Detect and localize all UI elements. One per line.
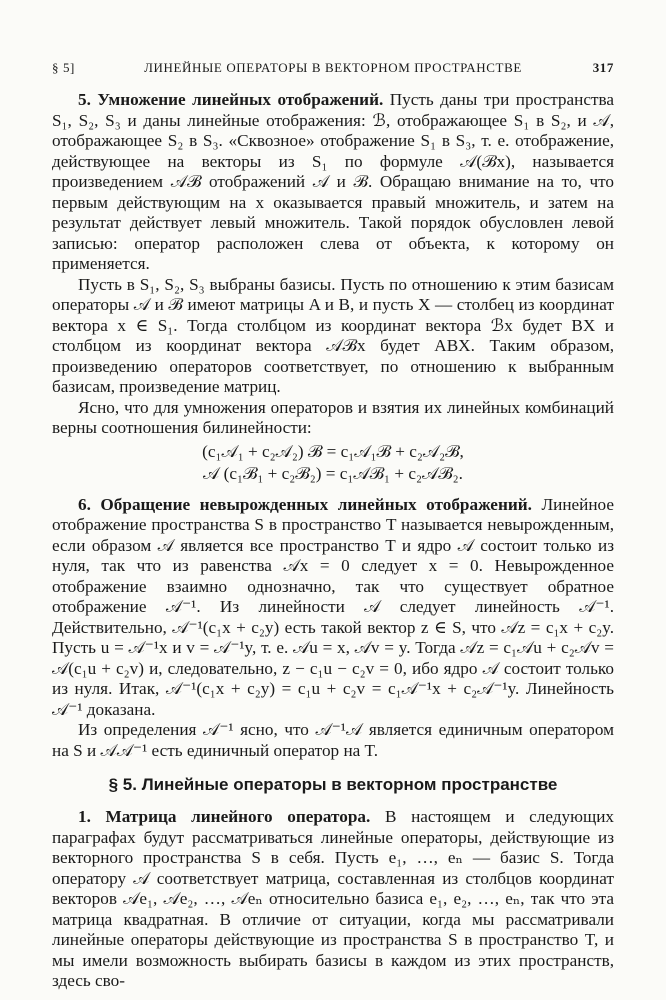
paragraph-bases: Пусть в S₁, S₂, S₃ выбраны базисы. Пусть по отношению к этим базисам операторы 𝒜 и ℬ имеют матрицы A и B, и пусть X — столбец из координат вектора x ∈ S₁. Тогда столбцом из координат вектора ℬx будет BX и столбцом из координат вектора 𝒜ℬx будет ABX. Таким образом, произведению операторов соответствует, по отношению к выбранным базисам, произведение матриц. <box>52 274 614 396</box>
page-body <box>52 90 614 992</box>
paragraph-text: Линейное отображение пространства S в пространство T называется невырожденным, если образом 𝒜 является все пространство T и ядро 𝒜 состоит только из нуля, так что из равенства 𝒜x = 0 следует x = 0. Невырожденное отображение взаимно однозначно, так что существует обратное отображение 𝒜⁻¹. Из линейности 𝒜 следует линейность 𝒜⁻¹. Действительно, 𝒜⁻¹(c₁x + c₂y) есть такой вектор z ∈ S, что 𝒜z = c₁x + c₂y. Пусть u = 𝒜⁻¹x и v = 𝒜⁻¹y, т. е. 𝒜u = x, 𝒜v = y. Тогда 𝒜z = c₁𝒜u + c₂𝒜v = 𝒜(c₁u + c₂v) и, следовательно, z − c₁u − c₂v = 0, ибо ядро 𝒜 состоит только из нуля. Итак, 𝒜⁻¹(c₁x + c₂y) = c₁u + c₂v = c₁𝒜⁻¹x + c₂𝒜⁻¹y. Линейность 𝒜⁻¹ доказана. <box>52 494 614 719</box>
running-header <box>52 60 614 80</box>
paragraph-operator-matrix <box>52 807 614 992</box>
formula-bilinearity-1: (c₁𝒜₁ + c₂𝒜₂) ℬ = c₁𝒜₁ℬ + c₂𝒜₂ℬ, <box>202 441 464 461</box>
subsection-title-multiplication: 5. Умножение линейных отображений. <box>78 90 384 109</box>
section-heading: § 5. Линейные операторы в векторном пространстве <box>108 775 558 794</box>
running-title: ЛИНЕЙНЫЕ ОПЕРАТОРЫ В ВЕКТОРНОМ ПРОСТРАНСТВЕ <box>144 60 522 75</box>
formula-bilinearity-2: 𝒜 (c₁ℬ₁ + c₂ℬ₂) = c₁𝒜ℬ₁ + c₂𝒜ℬ₂. <box>203 463 463 483</box>
section-marker: § 5] <box>52 60 75 75</box>
paragraph-multiplication <box>52 90 614 275</box>
formula-block <box>52 441 614 485</box>
page-number: 317 <box>592 60 614 75</box>
subsection-title-matrix: 1. Матрица линейного оператора. <box>78 807 371 826</box>
paragraph-text: Пусть даны три пространства S₁, S₂, S₃ и даны линейные отображения: ℬ, отображающее S₁ в S₂, и 𝒜, отображающее S₂ в S₃. «Сквозное» отображение S₁ в S₃, т. е. отображение, действующее на векторы из S₁ по формуле 𝒜(ℬx), называется произведением 𝒜ℬ отображений 𝒜 и ℬ. Обращаю внимание на то, что первым действующим на x оказывается правый множитель, и затем на результат действует левый множитель. Такой порядок обусловлен левой записью: оператор расположен слева от объекта, к которому он применяется. <box>52 90 614 273</box>
paragraph-text: В настоящем и следующих параграфах будут рассматриваться линейные операторы, действующие из векторного пространства S в себя. Пусть e₁, …, eₙ — базис S. Тогда оператору 𝒜 соответствует матрица, составленная из столбцов координат векторов 𝒜e₁, 𝒜e₂, …, 𝒜eₙ относительно базиса e₁, e₂, …, eₙ, так что эта матрица квадратная. В отличие от ситуации, когда мы рассматривали линейные операторы действующие из пространства S в пространство T, и мы имели возможность выбирать базисы в каждом из этих пространств, здесь сво- <box>52 807 614 990</box>
paragraph-inversion <box>52 495 614 721</box>
subsection-title-inversion: 6. Обращение невырожденных линейных отображений. <box>78 494 532 514</box>
paragraph-bilinearity: Ясно, что для умножения операторов и взятия их линейных комбинаций верны соотношения билинейности: <box>52 397 614 437</box>
paragraph-identity: Из определения 𝒜⁻¹ ясно, что 𝒜⁻¹𝒜 является единичным оператором на S и 𝒜𝒜⁻¹ есть единичный оператор на T. <box>52 720 614 760</box>
